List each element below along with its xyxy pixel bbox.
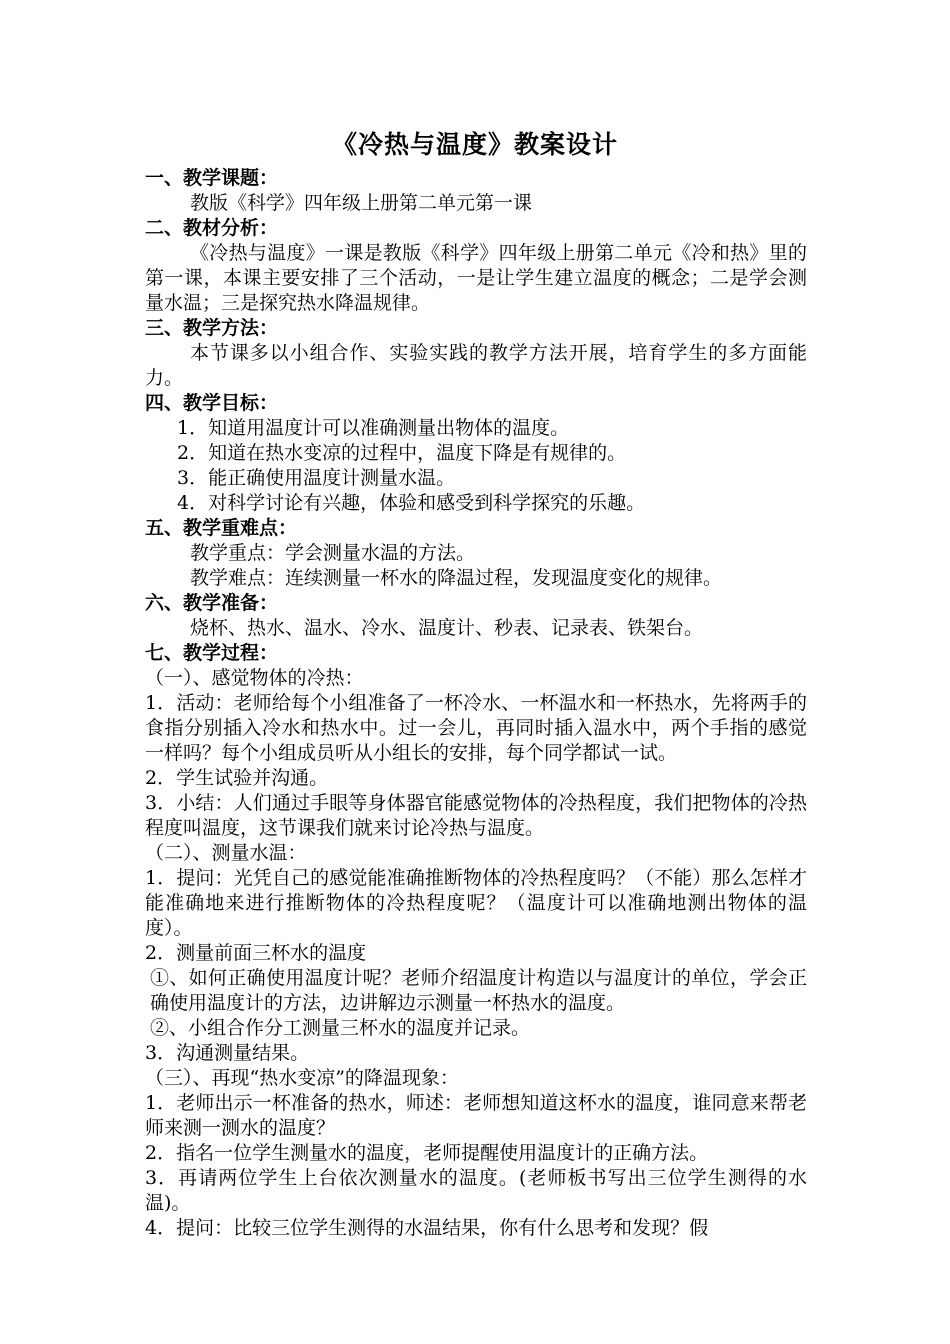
process-paragraph: 4．提问：比较三位学生测得的水温结果，你有什么思考和发现？假	[145, 1217, 709, 1239]
process-paragraph: 1．提问：光凭自己的感觉能准确推断物体的冷热程度吗？（不能）那么怎样才能准确地来进行推断物体的冷热程度呢？（温度计可以准确地测出物体的温度）。	[145, 867, 807, 939]
section-heading-analysis: 二、教材分析：	[145, 217, 279, 239]
process-paragraph: 2．学生试验并沟通。	[145, 767, 329, 789]
section-heading-process: 七、教学过程：	[145, 642, 279, 664]
process-subheading: （三）、再现“热水变凉”的降温现象：	[145, 1067, 459, 1089]
process-paragraph: 1．活动：老师给每个小组准备了一杯冷水、一杯温水和一杯热水，先将两手的食指分别插入冷水和热水中。过一会儿，再同时插入温水中，两个手指的感觉一样吗？每个小组成员听从小组长的安排，每个同学都试一试。	[145, 692, 807, 764]
section-heading-goals: 四、教学目标：	[145, 392, 279, 414]
process-paragraph: 3．沟通测量结果。	[145, 1042, 310, 1064]
process-paragraph: 3．小结：人们通过手眼等身体器官能感觉物体的冷热程度，我们把物体的冷热程度叫温度，这节课我们就来讨论冷热与温度。	[145, 792, 807, 839]
process-paragraph: ②、小组合作分工测量三杯水的温度并记录。	[150, 1017, 531, 1039]
document-body	[145, 166, 807, 1241]
process-subheading: （二）、测量水温：	[145, 842, 307, 864]
process-paragraph: ①、如何正确使用温度计呢？老师介绍温度计构造以与温度计的单位，学会正确使用温度计的方法，边讲解边示测量一杯热水的温度。	[150, 967, 807, 1014]
section-text-method: 本节课多以小组合作、实验实践的教学方法开展，培育学生的多方面能力。	[145, 342, 807, 389]
key-point-item: 教学难点：连续测量一杯水的降温过程，发现温度变化的规律。	[190, 567, 723, 589]
section-heading-topic: 一、教学课题：	[145, 167, 279, 189]
goal-item: 2．知道在热水变凉的过程中，温度下降是有规律的。	[177, 442, 627, 464]
process-paragraph: 1．老师出示一杯准备的热水，师述：老师想知道这杯水的温度，谁同意来帮老师来测一测水的温度？	[145, 1092, 807, 1139]
goal-item: 4．对科学讨论有兴趣，体验和感受到科学探究的乐趣。	[177, 492, 646, 514]
document-title: 《冷热与温度》教案设计	[331, 130, 618, 159]
goal-item: 3．能正确使用温度计测量水温。	[177, 467, 456, 489]
section-text-preparation: 烧杯、热水、温水、冷水、温度计、秒表、记录表、铁架台。	[190, 617, 704, 639]
section-text-topic: 教版《科学》四年级上册第二单元第一课	[190, 192, 533, 214]
process-subheading: （一）、感觉物体的冷热：	[145, 667, 364, 689]
section-heading-method: 三、教学方法：	[145, 317, 279, 339]
section-text-analysis: 《冷热与温度》一课是教版《科学》四年级上册第二单元《冷和热》里的第一课，本课主要安排了三个活动，一是让学生建立温度的概念；二是学会测量水温；三是探究热水降温规律。	[145, 242, 807, 314]
key-point-item: 教学重点：学会测量水温的方法。	[190, 542, 476, 564]
goal-item: 1．知道用温度计可以准确测量出物体的温度。	[177, 417, 570, 439]
section-heading-key-points: 五、教学重难点：	[145, 517, 298, 539]
section-heading-preparation: 六、教学准备：	[145, 592, 279, 614]
process-paragraph: 3．再请两位学生上台依次测量水的温度。(老师板书写出三位学生测得的水温)。	[145, 1167, 807, 1214]
process-paragraph: 2．指名一位学生测量水的温度，老师提醒使用温度计的正确方法。	[145, 1142, 709, 1164]
process-paragraph: 2．测量前面三杯水的温度	[145, 942, 367, 964]
